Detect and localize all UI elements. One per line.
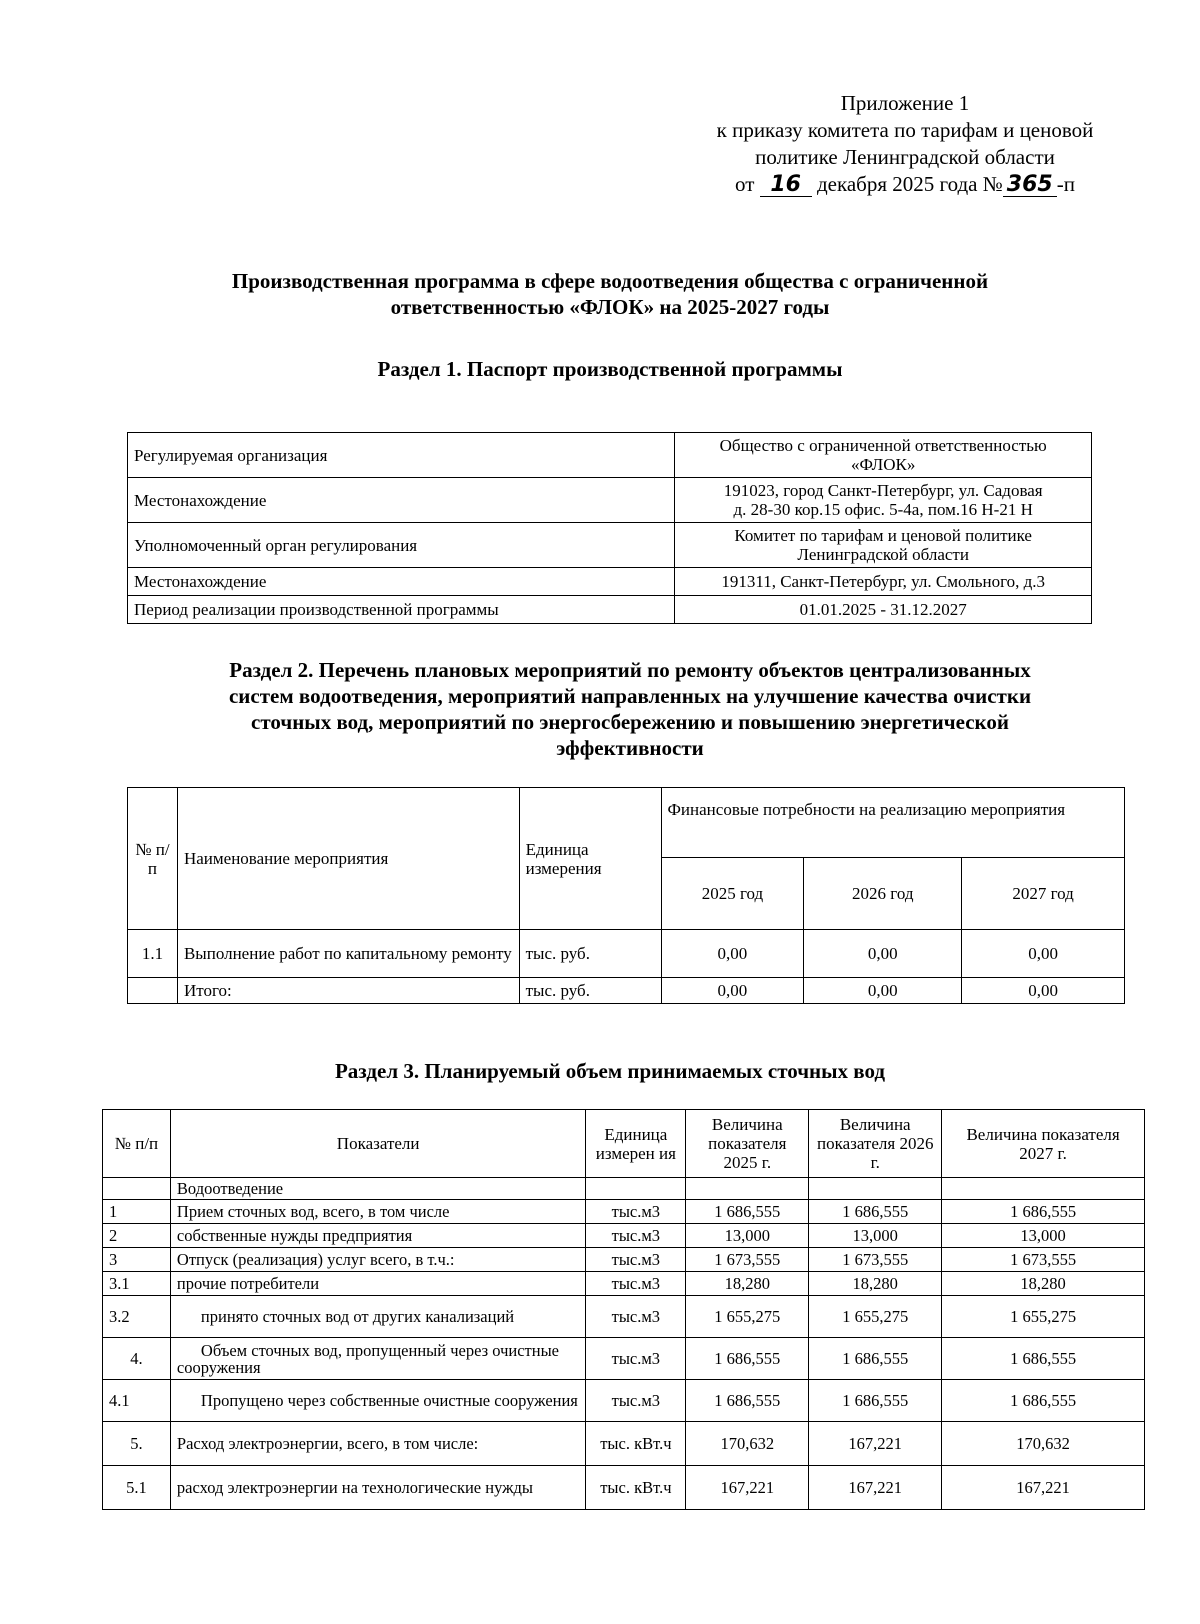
date-prefix: от [735,172,755,196]
row-value-2025: 0,00 [661,978,804,1004]
value-line-1: 01.01.2025 - 31.12.2027 [799,600,967,619]
header-unit: Единица измерения [519,788,661,930]
row-indicator: принято сточных вод от других канализаций [170,1296,585,1338]
row-value-2026: 1 655,275 [809,1296,942,1338]
section1-heading: Раздел 1. Паспорт производственной программы [377,357,843,381]
row-label: Местонахождение [128,478,675,523]
row-value-2025: 1 686,555 [686,1200,809,1224]
row-value-2025: 18,280 [686,1272,809,1296]
row-num [128,978,178,1004]
row-name: Итого: [177,978,519,1004]
value-line-2: Ленинградской области [797,545,969,564]
row-value-2025: 1 686,555 [686,1380,809,1422]
row-value-2025: 1 673,555 [686,1248,809,1272]
row-num: 3.1 [103,1272,171,1296]
table-cell [586,1178,686,1200]
table-cell [942,1178,1145,1200]
row-label: Местонахождение [128,568,675,596]
header-2027: Величина показателя 2027 г. [942,1110,1145,1178]
header-finance: Финансовые потребности на реализацию мероприятия [661,788,1125,858]
row-value-2025: 0,00 [661,930,804,978]
row-indicator: собственные нужды предприятия [170,1224,585,1248]
row-num: 4.1 [103,1380,171,1422]
appendix-block [670,90,1140,198]
row-value [675,568,1092,596]
title-line-1: Производственная программа в сфере водоотведения общества с ограниченной [231,269,989,293]
row-value-2025: 1 655,275 [686,1296,809,1338]
table-row [103,1338,1145,1380]
row-indicator: Пропущено через собственные очистные сооружения [170,1380,585,1422]
header-2026: 2026 год [804,858,962,930]
table-row [128,930,1125,978]
section2-heading [140,657,1120,761]
row-indicator: Прием сточных вод, всего, в том числе [170,1200,585,1224]
row-unit: тыс.м3 [586,1200,686,1224]
handwritten-number: 365 [1003,174,1057,197]
table-row [128,978,1125,1004]
row-unit: тыс.м3 [586,1296,686,1338]
row-unit: тыс.м3 [586,1248,686,1272]
handwritten-day: 16 [760,174,812,197]
table-row [128,478,1092,523]
row-value-2027: 1 686,555 [942,1200,1145,1224]
row-unit: тыс.м3 [586,1272,686,1296]
row-value-2025: 167,221 [686,1466,809,1510]
row-unit: тыс.м3 [586,1224,686,1248]
measures-table [127,787,1125,1004]
row-value-2026: 18,280 [809,1272,942,1296]
header-indicator: Показатели [170,1110,585,1178]
row-num: 2 [103,1224,171,1248]
table-cell [103,1178,171,1200]
value-line-1: 191311, Санкт-Петербург, ул. Смольного, д.3 [721,572,1046,591]
row-value-2027: 13,000 [942,1224,1145,1248]
row-value-2027: 1 686,555 [942,1380,1145,1422]
value-line-1: Общество с ограниченной ответственностью [719,436,1047,455]
row-value-2026: 0,00 [804,978,962,1004]
row-num: 4. [103,1338,171,1380]
header-2026: Величина показателя 2026 г. [809,1110,942,1178]
row-value-2026: 1 686,555 [809,1380,942,1422]
row-num: 1 [103,1200,171,1224]
table-row [103,1248,1145,1272]
appendix-title: Приложение 1 [840,91,970,115]
appendix-order-line: к приказу комитета по тарифам и ценовой [716,118,1094,142]
section3-heading: Раздел 3. Планируемый объем принимаемых сточных вод [334,1059,886,1083]
appendix-authority-line: политике Ленинградской области [755,145,1055,169]
row-value-2025: 170,632 [686,1422,809,1466]
row-value [675,478,1092,523]
number-suffix: -п [1056,172,1075,196]
table-row [103,1422,1145,1466]
table-row [103,1200,1145,1224]
passport-table [127,432,1092,624]
header-num: № п/п [128,788,178,930]
header-num: № п/п [103,1110,171,1178]
row-label: Период реализации производственной программы [128,596,675,624]
row-num: 5.1 [103,1466,171,1510]
table-row [128,596,1092,624]
table-row [103,1380,1145,1422]
row-value-2027: 1 655,275 [942,1296,1145,1338]
table-row [128,523,1092,568]
section2-heading-line-3: сточных вод, мероприятий по энергосбережению и повышению энергетической [251,710,1009,734]
row-num: 1.1 [128,930,178,978]
table-cell [686,1178,809,1200]
row-label: Уполномоченный орган регулирования [128,523,675,568]
header-2027: 2027 год [962,858,1125,930]
table-row [103,1224,1145,1248]
value-line-1: Комитет по тарифам и ценовой политике [734,526,1032,545]
row-indicator: Отпуск (реализация) услуг всего, в т.ч.: [170,1248,585,1272]
row-value-2027: 170,632 [942,1422,1145,1466]
title-line-2: ответственностью «ФЛОК» на 2025-2027 годы [390,295,830,319]
row-num: 5. [103,1422,171,1466]
row-num: 3.2 [103,1296,171,1338]
row-value-2027: 167,221 [942,1466,1145,1510]
header-unit: Единица измерен ия [586,1110,686,1178]
row-name: Выполнение работ по капитальному ремонту [177,930,519,978]
table-row [103,1466,1145,1510]
table-row [103,1272,1145,1296]
header-measure-name: Наименование мероприятия [177,788,519,930]
group-label: Водоотведение [170,1178,585,1200]
row-value-2027: 1 686,555 [942,1338,1145,1380]
row-unit: тыс. кВт.ч [586,1422,686,1466]
value-line-2: д. 28-30 кор.15 офис. 5-4а, пом.16 Н-21 Н [733,500,1033,519]
row-value-2027: 1 673,555 [942,1248,1145,1272]
section2-heading-line-1: Раздел 2. Перечень плановых мероприятий по ремонту объектов централизованных [229,658,1031,682]
row-unit: тыс. руб. [519,930,661,978]
row-indicator: расход электроэнергии на технологические нужды [170,1466,585,1510]
row-unit: тыс. руб. [519,978,661,1004]
table-row [128,568,1092,596]
row-value-2026: 1 686,555 [809,1338,942,1380]
section2-heading-line-4: эффективности [556,736,704,760]
row-num: 3 [103,1248,171,1272]
row-unit: тыс.м3 [586,1380,686,1422]
row-value [675,433,1092,478]
row-value-2026: 0,00 [804,930,962,978]
value-line-1: 191023, город Санкт-Петербург, ул. Садовая [723,481,1043,500]
row-indicator: Расход электроэнергии, всего, в том числе: [170,1422,585,1466]
row-label: Регулируемая организация [128,433,675,478]
row-value [675,523,1092,568]
row-indicator: прочие потребители [170,1272,585,1296]
wastewater-table [102,1109,1145,1510]
row-value-2027: 18,280 [942,1272,1145,1296]
row-value-2026: 167,221 [809,1466,942,1510]
table-cell [809,1178,942,1200]
header-2025: Величина показателя 2025 г. [686,1110,809,1178]
section2-heading-line-2: систем водоотведения, мероприятий направленных на улучшение качества очистки [228,684,1032,708]
row-value-2025: 1 686,555 [686,1338,809,1380]
value-line-2: «ФЛОК» [851,455,916,474]
row-indicator: Объем сточных вод, пропущенный через очистные сооружения [170,1338,585,1380]
row-value-2026: 167,221 [809,1422,942,1466]
document-title [150,268,1070,320]
row-value-2026: 1 686,555 [809,1200,942,1224]
row-unit: тыс.м3 [586,1338,686,1380]
date-middle: декабря 2025 года № [816,172,1003,196]
row-value-2025: 13,000 [686,1224,809,1248]
row-value-2027: 0,00 [962,930,1125,978]
row-value-2027: 0,00 [962,978,1125,1004]
row-value-2026: 13,000 [809,1224,942,1248]
appendix-date-line [670,171,1140,198]
row-unit: тыс. кВт.ч [586,1466,686,1510]
header-2025: 2025 год [661,858,804,930]
table-row [128,433,1092,478]
row-value-2026: 1 673,555 [809,1248,942,1272]
row-value [675,596,1092,624]
table-row [103,1296,1145,1338]
